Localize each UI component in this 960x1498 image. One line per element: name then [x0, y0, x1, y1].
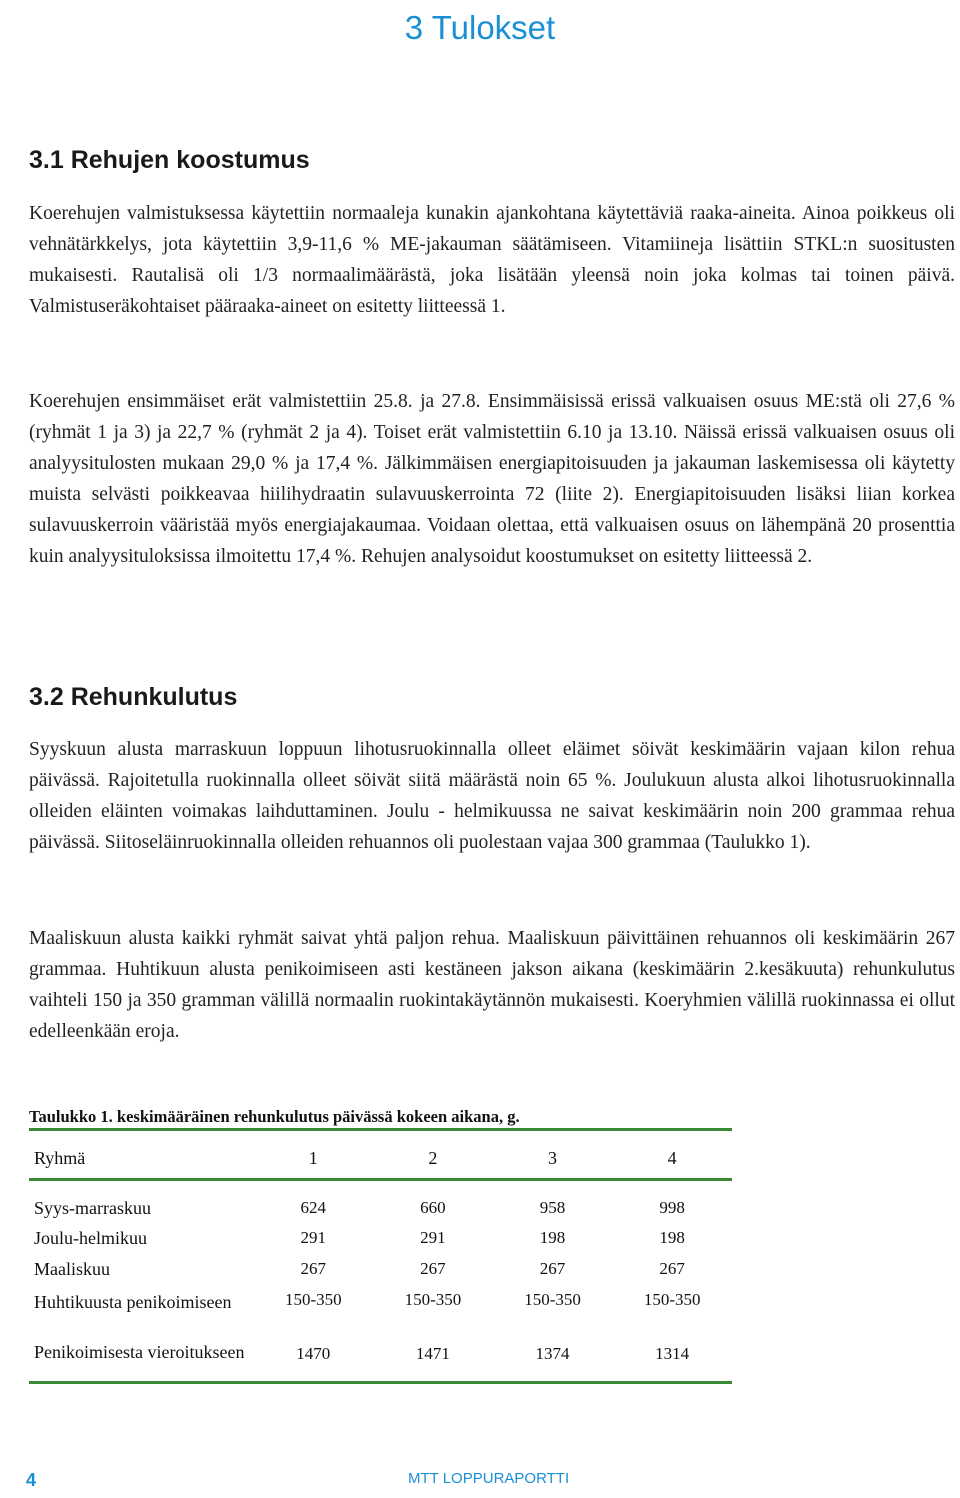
- row-label: Syys-marraskuu: [34, 1198, 151, 1218]
- header-cell-group: Ryhmä: [34, 1148, 86, 1168]
- table-row: [29, 1198, 732, 1228]
- table-cell: 1374: [535, 1344, 570, 1363]
- table-cell: 998: [659, 1198, 685, 1217]
- table-row: [29, 1228, 732, 1259]
- table-header-row: [29, 1142, 732, 1184]
- table-cell: 267: [659, 1259, 685, 1278]
- table-cell: 624: [300, 1198, 327, 1217]
- table-cell: 1470: [296, 1344, 331, 1363]
- table-cell: 198: [659, 1228, 685, 1247]
- paragraph: Koerehujen ensimmäiset erät valmistettiin 25.8. ja 27.8. Ensimmäisissä erissä valkuaisen osuus ME:stä oli 27,6 % (ryhmät 1 ja 3) ja 22,7 % (ryhmät 2 ja 4). Toiset erät valmistettiin 6.10 ja 13.10. Näissä erissä valkuaisen osuus oli analyysitulosten mukaan 29,0 % ja 17,4 %. Jälkimmäisen energiapitoisuuden ja jakauman laskemisessa oli käytetty muista selvästi poikkeavaa hiilihydraatin sulavuuskerrointa 72 (liite 2). Energiapitoisuuden lisäksi liian korkea sulavuuskerroin vääristää myös energiajakaumaa. Voidaan olettaa, että valkuaisen osuus on lähempänä 20 prosenttia kuin analyysituloksissa ilmoitettu 17,4 %. Rehujen analysoidut koostumukset on esitetty liitteessä 2.: [29, 391, 955, 567]
- section-title-rehunkulutus: 3.2 Rehunkulutus: [29, 683, 238, 711]
- row-label: Joulu-helmikuu: [34, 1228, 147, 1248]
- section-title-rehujen-koostumus: 3.1 Rehujen koostumus: [29, 146, 310, 174]
- row-label: Maaliskuu: [34, 1259, 110, 1279]
- table-cell: 150-350: [643, 1290, 701, 1309]
- table-cell: 660: [420, 1198, 446, 1217]
- table-caption: Taulukko 1. keskimääräinen rehunkulutus päivässä kokeen aikana, g.: [29, 1107, 520, 1126]
- table-cell: 958: [539, 1198, 566, 1217]
- header-cell: 1: [308, 1148, 318, 1168]
- page-number: 4: [26, 1470, 37, 1490]
- chapter-title: 3 Tulokset: [404, 9, 556, 46]
- table-cell: 291: [300, 1228, 327, 1247]
- table-row: [29, 1340, 732, 1390]
- table-cell: 150-350: [404, 1290, 462, 1309]
- paragraph: Maaliskuun alusta kaikki ryhmät saivat yhtä paljon rehua. Maaliskuun päivittäinen rehuannos oli keskimäärin 267 grammaa. Huhtikuun alusta penikoimiseen asti kestäneen jakson aikana (keskimäärin 2.kesäkuuta) rehunkulutus vaihteli 150 ja 350 gramman välillä normaalin ruokintakäytännön mukaisesti. Koeryhmien välillä ruokinnassa ei ollut edelleenkään eroja.: [29, 928, 955, 1042]
- table-cell: 267: [300, 1259, 327, 1278]
- table-cell: 1471: [415, 1344, 450, 1363]
- table-cell: 267: [539, 1259, 566, 1278]
- table-row: [29, 1290, 732, 1340]
- row-label: Penikoimisesta vieroitukseen: [34, 1342, 245, 1362]
- table-top-rule: [29, 1128, 732, 1131]
- header-cell: 4: [667, 1148, 677, 1168]
- row-label: Huhtikuusta penikoimiseen: [34, 1292, 232, 1312]
- table-cell: 1314: [655, 1344, 690, 1363]
- table-cell: 150-350: [524, 1290, 581, 1309]
- table-cell: 198: [539, 1228, 566, 1247]
- table-cell: 150-350: [284, 1290, 342, 1309]
- table-row: [29, 1259, 732, 1290]
- table-cell: 267: [420, 1259, 446, 1278]
- header-cell: 3: [548, 1148, 558, 1168]
- feed-consumption-table: [29, 1142, 732, 1390]
- header-cell: 2: [428, 1148, 438, 1168]
- report-title: MTT LOPPURAPORTTI: [408, 1470, 570, 1487]
- paragraph: Syyskuun alusta marraskuun loppuun lihotusruokinnalla olleet eläimet söivät keskimäärin vajaan kilon rehua päivässä. Rajoitetulla ruokinnalla olleet söivät siitä määrästä noin 65 %. Joulukuun alusta alkoi lihotusruokinnalla olleiden eläinten voimakas laihduttaminen. Joulu - helmikuussa ne saivat keskimäärin noin 200 grammaa rehua päivässä. Siitoseläinruokinnalla olleiden rehuannos oli puolestaan vajaa 300 grammaa (Taulukko 1).: [29, 739, 955, 853]
- table-cell: 291: [420, 1228, 446, 1247]
- paragraph: Koerehujen valmistuksessa käytettiin normaaleja kunakin ajankohtana käytettäviä raaka-aineita. Ainoa poikkeus oli vehnätärkkelys, jota käytettiin 3,9-11,6 % ME-jakauman säätämiseen. Vitamiineja lisättiin STKL:n suositusten mukaisesti. Rautalisä oli 1/3 normaalimäärästä, joka lisätään yleensä noin joka kolmas tai toinen päivä. Valmistuseräkohtaiset pääraaka-aineet on esitetty liitteessä 1.: [29, 203, 955, 317]
